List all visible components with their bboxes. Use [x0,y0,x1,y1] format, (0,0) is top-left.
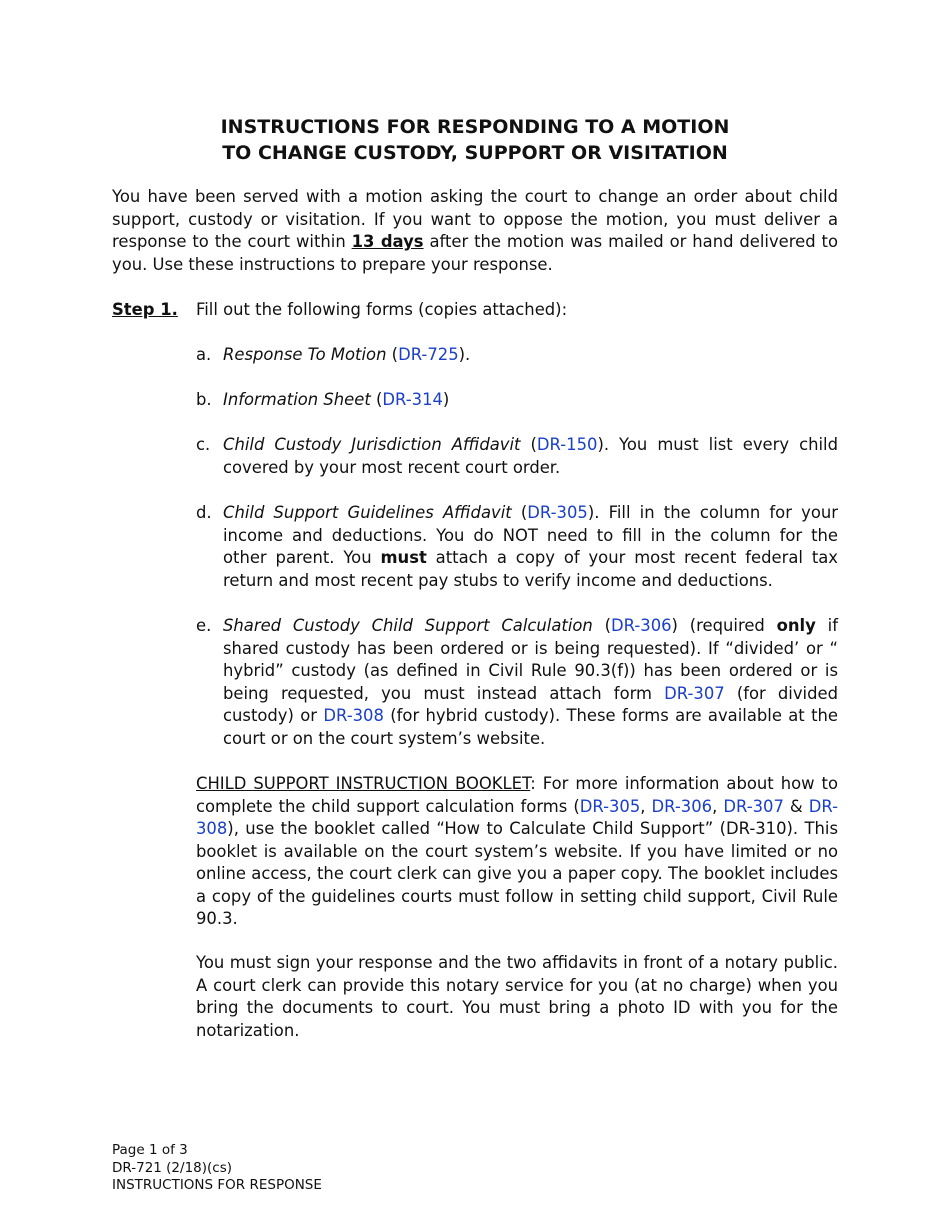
list-item-c: c. Child Custody Jurisdiction Affidavit (DR-150). You must list every child covered by your most recent court order. [196,435,838,477]
item-b-marker: b. [196,390,212,409]
item-e-marker: e. [196,616,212,635]
form-link-dr-307[interactable]: DR-307 [664,683,725,703]
item-e-only: only [776,616,816,635]
booklet-link-dr-305[interactable]: DR-305 [579,796,641,816]
item-b-name: Information Sheet [223,390,371,409]
item-a-marker: a. [196,345,212,364]
form-link-dr-150[interactable]: DR-150 [536,435,598,454]
item-e-name: Shared Custody Child Support Calculation [223,616,593,635]
booklet-heading: CHILD SUPPORT INSTRUCTION BOOKLET [196,774,531,793]
booklet-link-dr-306[interactable]: DR-306 [651,796,713,816]
booklet-link-dr-308[interactable]: DR-308 [196,796,839,838]
title-line-2: TO CHANGE CUSTODY, SUPPORT OR VISITATION [222,142,728,164]
item-c-name: Child Custody Jurisdiction Affidavit [223,435,521,454]
item-c-tail: ). You must list every child covered by your most recent court order. [223,435,838,477]
footer-form-number: DR-721 (2/18)(cs) [112,1159,232,1176]
item-e-text-4: (for hybrid custody). These forms are available at the court or on the court system’s website. [223,706,838,748]
list-item-e: e. Shared Custody Child Support Calculation (DR-306) (required only if shared custody has been ordered or is being requested). If “divided’ or “ hybrid” custody (as defined in Civil Rule 90.3(f)) has been ordered or is being requested, you must instead attach form DR-307 (for divided custody) or DR-308 (for hybrid custody). These forms are available at the court or on the court system’s website. [196,616,838,748]
title-line-1: INSTRUCTIONS FOR RESPONDING TO A MOTION [220,116,730,138]
notary-text: You must sign your response and the two affidavits in front of a notary public. A court clerk can provide this notary service for you (at no charge) when you bring the documents to court. You must bring a photo ID with you for the notarization. [196,953,838,1040]
item-e-text-1: ) (required [671,616,777,635]
list-item-b: b. Information Sheet (DR-314) [196,389,838,412]
item-d-text-2: attach a copy of your most recent federal tax return and most recent pay stubs to verify income and deductions. [223,548,838,590]
footer-doc-label: INSTRUCTIONS FOR RESPONSE [112,1177,322,1193]
item-e-text-3: (for divided custody) or [223,683,838,725]
intro-text-1: You have been served with a motion asking the court to change an order about child support, custody or visitation. If you want to oppose the motion, you must deliver a response to the court within [112,187,838,251]
page-title [0,114,950,166]
item-b-tail: ) [442,390,450,409]
item-d-name: Child Support Guidelines Affidavit [223,503,512,522]
booklet-sep-3: & [783,796,809,816]
form-link-dr-725[interactable]: DR-725 [398,345,459,364]
item-c-marker: c. [196,435,211,454]
item-d-must: must [380,548,427,567]
page-footer [112,1142,322,1195]
list-item-a: a. Response To Motion (DR-725). [196,344,838,367]
booklet-text-1: : For more information about how to complete the child support calculation forms ( [196,774,839,816]
intro-days: 13 days [351,232,424,251]
booklet-link-dr-307[interactable]: DR-307 [723,796,784,816]
form-link-dr-306[interactable]: DR-306 [611,616,672,635]
booklet-paragraph [196,773,838,931]
item-a-tail: ). [458,345,471,364]
form-link-dr-305[interactable]: DR-305 [527,503,588,522]
form-link-dr-314[interactable]: DR-314 [382,390,443,409]
intro-paragraph [112,186,838,276]
booklet-sep-2: , [712,796,724,816]
booklet-sep-1: , [640,796,652,816]
item-d-text-1: ). Fill in the column for your income and deductions. You do NOT need to fill in the column for the other parent. You [223,503,838,567]
booklet-text-2: ), use the booklet called “How to Calculate Child Support” (DR-310). This booklet is available on the court system’s website. If you have limited or no online access, the court clerk can give you a paper copy. The booklet includes a copy of the guidelines courts must follow in setting child support, Civil Rule 90.3. [196,819,838,928]
step-1-text: Fill out the following forms (copies attached): [196,300,568,319]
step-1-label: Step 1. [112,300,178,319]
intro-text-2: after the motion was mailed or hand delivered to you. Use these instructions to prepare your response. [112,232,838,274]
step-1 [112,299,567,322]
list-item-d: d. Child Support Guidelines Affidavit (DR-305). Fill in the column for your income and deductions. You do NOT need to fill in the column for the other parent. You must attach a copy of your most recent federal tax return and most recent pay stubs to verify income and deductions. [196,503,838,590]
footer-page-number: Page 1 of 3 [112,1142,188,1158]
notary-paragraph [196,952,838,1042]
form-link-dr-308[interactable]: DR-308 [323,706,384,725]
item-e-text-2: if shared custody has been ordered or is being requested). If “divided’ or “ hybrid” custody (as defined in Civil Rule 90.3(f)) has been ordered or is being requested, you must instead attach form [223,616,838,703]
item-a-name: Response To Motion [223,345,387,364]
item-d-marker: d. [196,503,212,522]
